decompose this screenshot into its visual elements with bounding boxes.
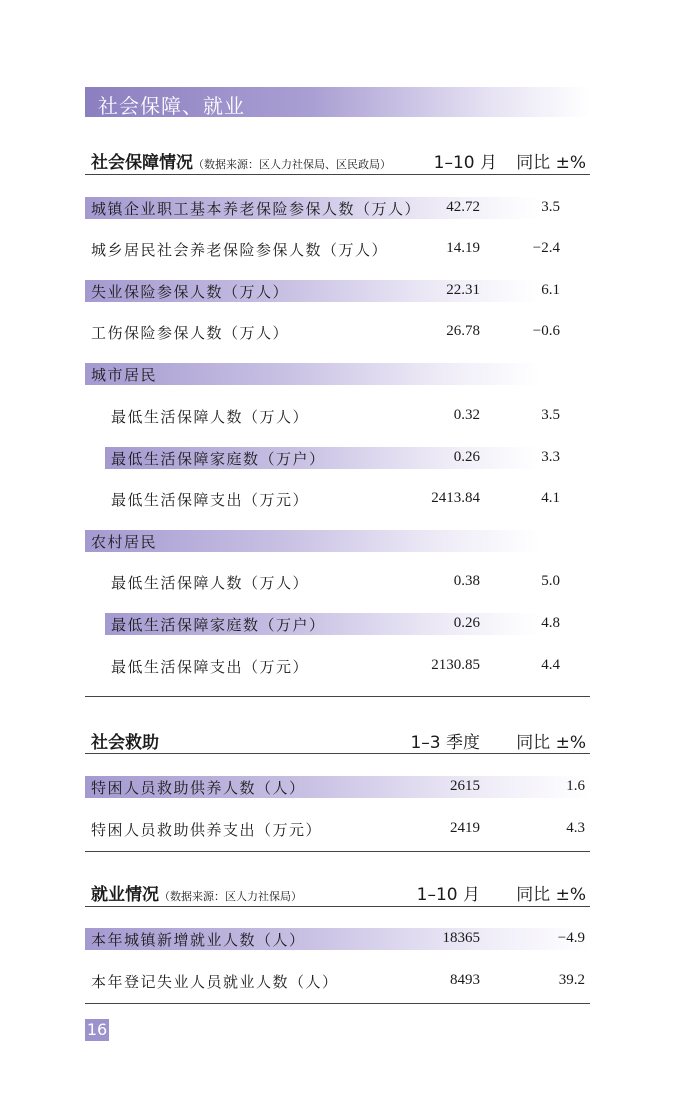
row-value: 0.26: [453, 449, 480, 465]
table-row: [85, 571, 590, 593]
row-yoy: 4.1: [541, 490, 560, 506]
row-value: 2130.85: [431, 657, 480, 673]
row-value: 0.26: [453, 615, 480, 631]
table-row: [85, 280, 590, 302]
row-value: 2615: [450, 778, 480, 794]
table-row: [85, 928, 590, 950]
social-assistance-period: 1–3 季度: [410, 733, 480, 753]
row-value: 0.32: [453, 407, 480, 423]
divider: [85, 174, 590, 175]
row-yoy: 39.2: [558, 972, 585, 988]
row-value: 14.19: [446, 240, 480, 256]
table-row: [85, 970, 590, 992]
group-row-urban: [85, 363, 590, 385]
employment-title: 就业情况（数据来源：区人力社保局）: [91, 885, 302, 905]
row-yoy: 4.4: [541, 657, 560, 673]
social-security-period: 1–10 月: [433, 153, 497, 173]
row-value: 2413.84: [431, 490, 480, 506]
table-row: [85, 238, 590, 260]
row-label: 最低生活保障人数（万人）: [111, 408, 310, 426]
row-value: 8493: [450, 972, 480, 988]
row-yoy: −2.4: [532, 240, 560, 256]
row-value: 2419: [450, 820, 480, 836]
divider: [85, 906, 590, 907]
row-value: 18365: [442, 930, 480, 946]
table-row: [85, 818, 590, 840]
divider: [85, 753, 590, 754]
row-label: 最低生活保障支出（万元）: [111, 658, 310, 676]
row-yoy: 3.3: [541, 449, 560, 465]
table-row: [85, 405, 590, 427]
group-label: 城市居民: [91, 366, 158, 384]
page-number: 16: [86, 1020, 108, 1039]
table-row: [85, 321, 590, 343]
table-row: [85, 655, 590, 677]
section-title: 社会保障、就业: [98, 94, 245, 118]
employment-period: 1–10 月: [416, 885, 480, 905]
divider: [85, 851, 590, 852]
group-label: 农村居民: [91, 533, 158, 551]
divider: [85, 1003, 590, 1004]
row-yoy: 3.5: [541, 199, 560, 215]
employment-header: [85, 880, 590, 904]
row-yoy: 5.0: [541, 573, 560, 589]
social-assistance-title: 社会救助: [91, 733, 159, 753]
table-row: [85, 776, 590, 798]
row-label: 最低生活保障支出（万元）: [111, 491, 310, 509]
row-value: 26.78: [446, 323, 480, 339]
social-security-title: 社会保障情况（数据来源：区人力社保局、区民政局）: [91, 153, 391, 173]
social-assistance-header: [85, 728, 590, 752]
row-label: 本年登记失业人员就业人数（人）: [91, 973, 339, 991]
table-row: [85, 488, 590, 510]
row-yoy: 1.6: [566, 778, 585, 794]
row-label: 最低生活保障家庭数（万户）: [111, 450, 326, 468]
row-yoy: −4.9: [557, 930, 585, 946]
row-label: 最低生活保障人数（万人）: [111, 574, 310, 592]
row-yoy: 4.8: [541, 615, 560, 631]
row-yoy: 4.3: [566, 820, 585, 836]
social-security-header: [85, 148, 590, 172]
row-yoy: −0.6: [532, 323, 560, 339]
group-row-rural: [85, 530, 590, 552]
social-assistance-yoy-header: 同比 ±%: [516, 733, 586, 753]
social-security-source: （数据来源：区人力社保局、区民政局）: [193, 158, 391, 171]
employment-yoy-header: 同比 ±%: [516, 885, 586, 905]
row-label: 工伤保险参保人数（万人）: [91, 324, 290, 342]
divider: [85, 696, 590, 697]
employment-source: （数据来源：区人力社保局）: [159, 890, 302, 903]
row-label: 本年城镇新增就业人数（人）: [91, 931, 306, 949]
row-yoy: 6.1: [541, 282, 560, 298]
table-row: [85, 613, 590, 635]
row-value: 42.72: [446, 199, 480, 215]
row-value: 22.31: [446, 282, 480, 298]
social-security-yoy-header: 同比 ±%: [516, 153, 586, 173]
row-yoy: 3.5: [541, 407, 560, 423]
row-label: 城乡居民社会养老保险参保人数（万人）: [91, 241, 389, 259]
table-row: [85, 447, 590, 469]
row-label: 特困人员救助供养人数（人）: [91, 779, 306, 797]
table-row: [85, 197, 590, 219]
row-label: 失业保险参保人数（万人）: [91, 283, 290, 301]
row-label: 特困人员救助供养支出（万元）: [91, 821, 323, 839]
row-label: 城镇企业职工基本养老保险参保人数（万人）: [91, 200, 422, 218]
row-label: 最低生活保障家庭数（万户）: [111, 616, 326, 634]
row-value: 0.38: [453, 573, 480, 589]
